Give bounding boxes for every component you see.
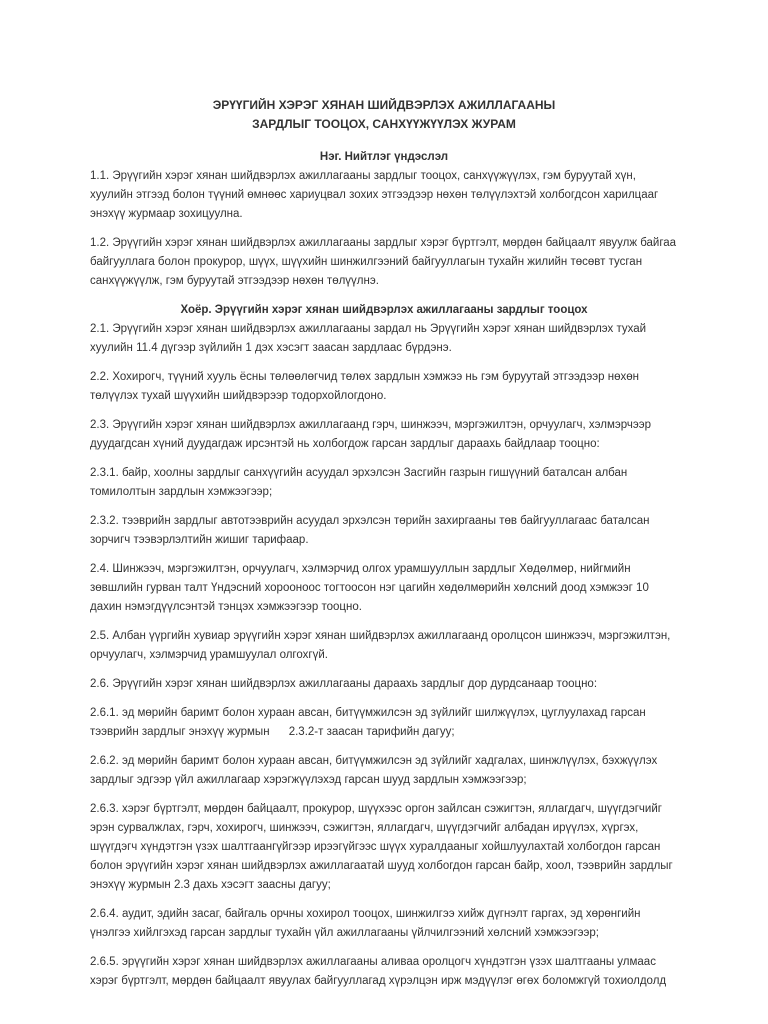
paragraph-1-1: 1.1. Эрүүгийн хэрэг хянан шийдвэрлэх ажиллагааны зардлыг тооцох, санхүүжүүлэх, гэм буруутай хүн, хуулийн этгээд болон түүний өмнөөс хариуцвал зохих этгээдээр нөхөн төлүүлэхтэй холбогдсон харилцааг энэхүү журмаар зохицуулна. [90, 170, 659, 220]
title-line-1: ЭРҮҮГИЙН ХЭРЭГ ХЯНАН ШИЙДВЭРЛЭХ АЖИЛЛАГААНЫ [212, 98, 556, 112]
paragraph-2-3: 2.3. Эрүүгийн хэрэг хянан шийдвэрлэх ажиллагаанд гэрч, шинжээч, мэргэжилтэн, орчуулагч, хэлмэрчээр дуудагдсан хүний дуудагдаж ирсэнтэй нь холбогдож гарсан зардлыг дараахь байдлаар тооцно: [90, 419, 652, 450]
paragraph-2-6-2: 2.6.2. эд мөрийн баримт болон хураан авсан, битүүмжилсэн эд зүйлийг хадгалах, шинжлүүлэх, бэхжүүлэх зардлыг эдгээр үйл ажиллагаар хэрэгжүүлэхэд гарсан шууд зардлын хэмжээгээр; [90, 755, 658, 786]
paragraph-2-1: 2.1. Эрүүгийн хэрэг хянан шийдвэрлэх ажиллагааны зардал нь Эрүүгийн хэрэг хянан шийдвэрлэх тухай хуулийн 11.4 дүгээр зүйлийн 1 дэх хэсэгт заасан зардлаас бүрдэнэ. [90, 323, 647, 354]
paragraph-2-6: 2.6. Эрүүгийн хэрэг хянан шийдвэрлэх ажиллагааны дараахь зардлыг дор дурдсанаар тооцно: [90, 678, 598, 690]
document-title [90, 96, 678, 134]
document-body [90, 96, 678, 1001]
paragraph-2-6-4: 2.6.4. аудит, эдийн засаг, байгаль орчны хохирол тооцох, шинжилгээ хийж дүгнэлт гаргах, эд хөрөнгийн үнэлгээ хийлгэхэд гарсан зардлыг тухайн үйл ажиллагааны үйлчилгээний хөлсний хэмжээгээр; [90, 908, 641, 939]
section-heading-cost-calculation: Хоёр. Эрүүгийн хэрэг хянан шийдвэрлэх ажиллагааны зардлыг тооцох [180, 304, 588, 316]
paragraph-2-3-2: 2.3.2. тээврийн зардлыг автотээврийн асуудал эрхэлсэн төрийн захиргааны төв байгууллагаас баталсан зорчигч тээвэрлэлтийн жишиг тарифаар. [90, 515, 650, 546]
paragraph-2-2: 2.2. Хохирогч, түүний хууль ёсны төлөөлөгчид төлөх зардлын хэмжээ нь гэм буруутай этгээдээр нөхөн төлүүлэх тухай шүүхийн шийдвэрээр тодорхойлогдоно. [90, 371, 639, 402]
paragraph-2-5: 2.5. Албан үүргийн хувиар эрүүгийн хэрэг хянан шийдвэрлэх ажиллагаанд оролцсон шинжээч, мэргэжилтэн, орчуулагч, хэлмэрчид урамшуулал олгохгүй. [90, 630, 671, 661]
paragraph-2-6-5: 2.6.5. эрүүгийн хэрэг хянан шийдвэрлэх ажиллагааны аливаа оролцогч хүндэтгэн үзэх шалтгааны улмаас хэрэг бүртгэлт, мөрдөн байцаалт явуулах байгууллагад хүрэлцэн ирж мэдүүлэг өгөх боломжгүй тохиолдолд [90, 956, 667, 987]
paragraph-2-6-3: 2.6.3. хэрэг бүртгэлт, мөрдөн байцаалт, прокурор, шүүхээс оргон зайлсан сэжигтэн, яллагдагч, шүүгдэгчийг эрэн сурвалжлах, гэрч, хохирогч, шинжээч, сэжигтэн, яллагдагч, шүүгдэгчийг албадан ирүүлэх, хүргэх, шүүгдэгч хүндэтгэн үзэх шалтгаангүйгээр ирээгүйгээс шүүх хуралдааныг хойшлуулахтай холбогдон гарсан болон эрүүгийн хэрэг хянан шийдвэрлэх ажиллагаатай шууд холбогдон гарсан байр, хоол, тээврийн зардлыг энэхүү журмын 2.3 дахь хэсэгт заасны дагуу; [90, 803, 673, 891]
paragraph-2-3-1: 2.3.1. байр, хоолны зардлыг санхүүгийн асуудал эрхэлсэн Засгийн газрын гишүүний баталсан албан томилолтын зардлын хэмжээгээр; [90, 467, 628, 498]
title-line-2: ЗАРДЛЫГ ТООЦОХ, САНХҮҮЖҮҮЛЭХ ЖУРАМ [252, 117, 516, 131]
section-heading-general: Нэг. Нийтлэг үндэслэл [319, 151, 449, 163]
paragraph-1-2: 1.2. Эрүүгийн хэрэг хянан шийдвэрлэх ажиллагааны зардлыг хэрэг бүртгэлт, мөрдөн байцаалт явуулж байгаа байгууллага болон прокурор, шүүх, шүүхийн шинжилгээний байгууллагын тухайн жилийн төсөвт тусган санхүүжүүлж, гэм буруутай этгээдээр нөхөн төлүүлнэ. [90, 237, 677, 287]
paragraph-2-4: 2.4. Шинжээч, мэргэжилтэн, орчуулагч, хэлмэрчид олгох урамшууллын зардлыг Хөдөлмөр, нийгмийн зөвшлийн гурван талт Үндэсний хорооноос тогтоосон нэг цагийн хөдөлмөрийн хөлсний доод хэмжээг 10 дахин нэмэгдүүлсэнтэй тэнцэх хэмжээгээр тооцно. [90, 563, 649, 613]
paragraph-2-6-1: 2.6.1. эд мөрийн баримт болон хураан авсан, битүүмжилсэн эд зүйлийг шилжүүлэх, цуглуулахад гарсан тээврийн зардлыг энэхүү журмын 2.3.2-т заасан тарифийн дагуу; [90, 707, 649, 738]
